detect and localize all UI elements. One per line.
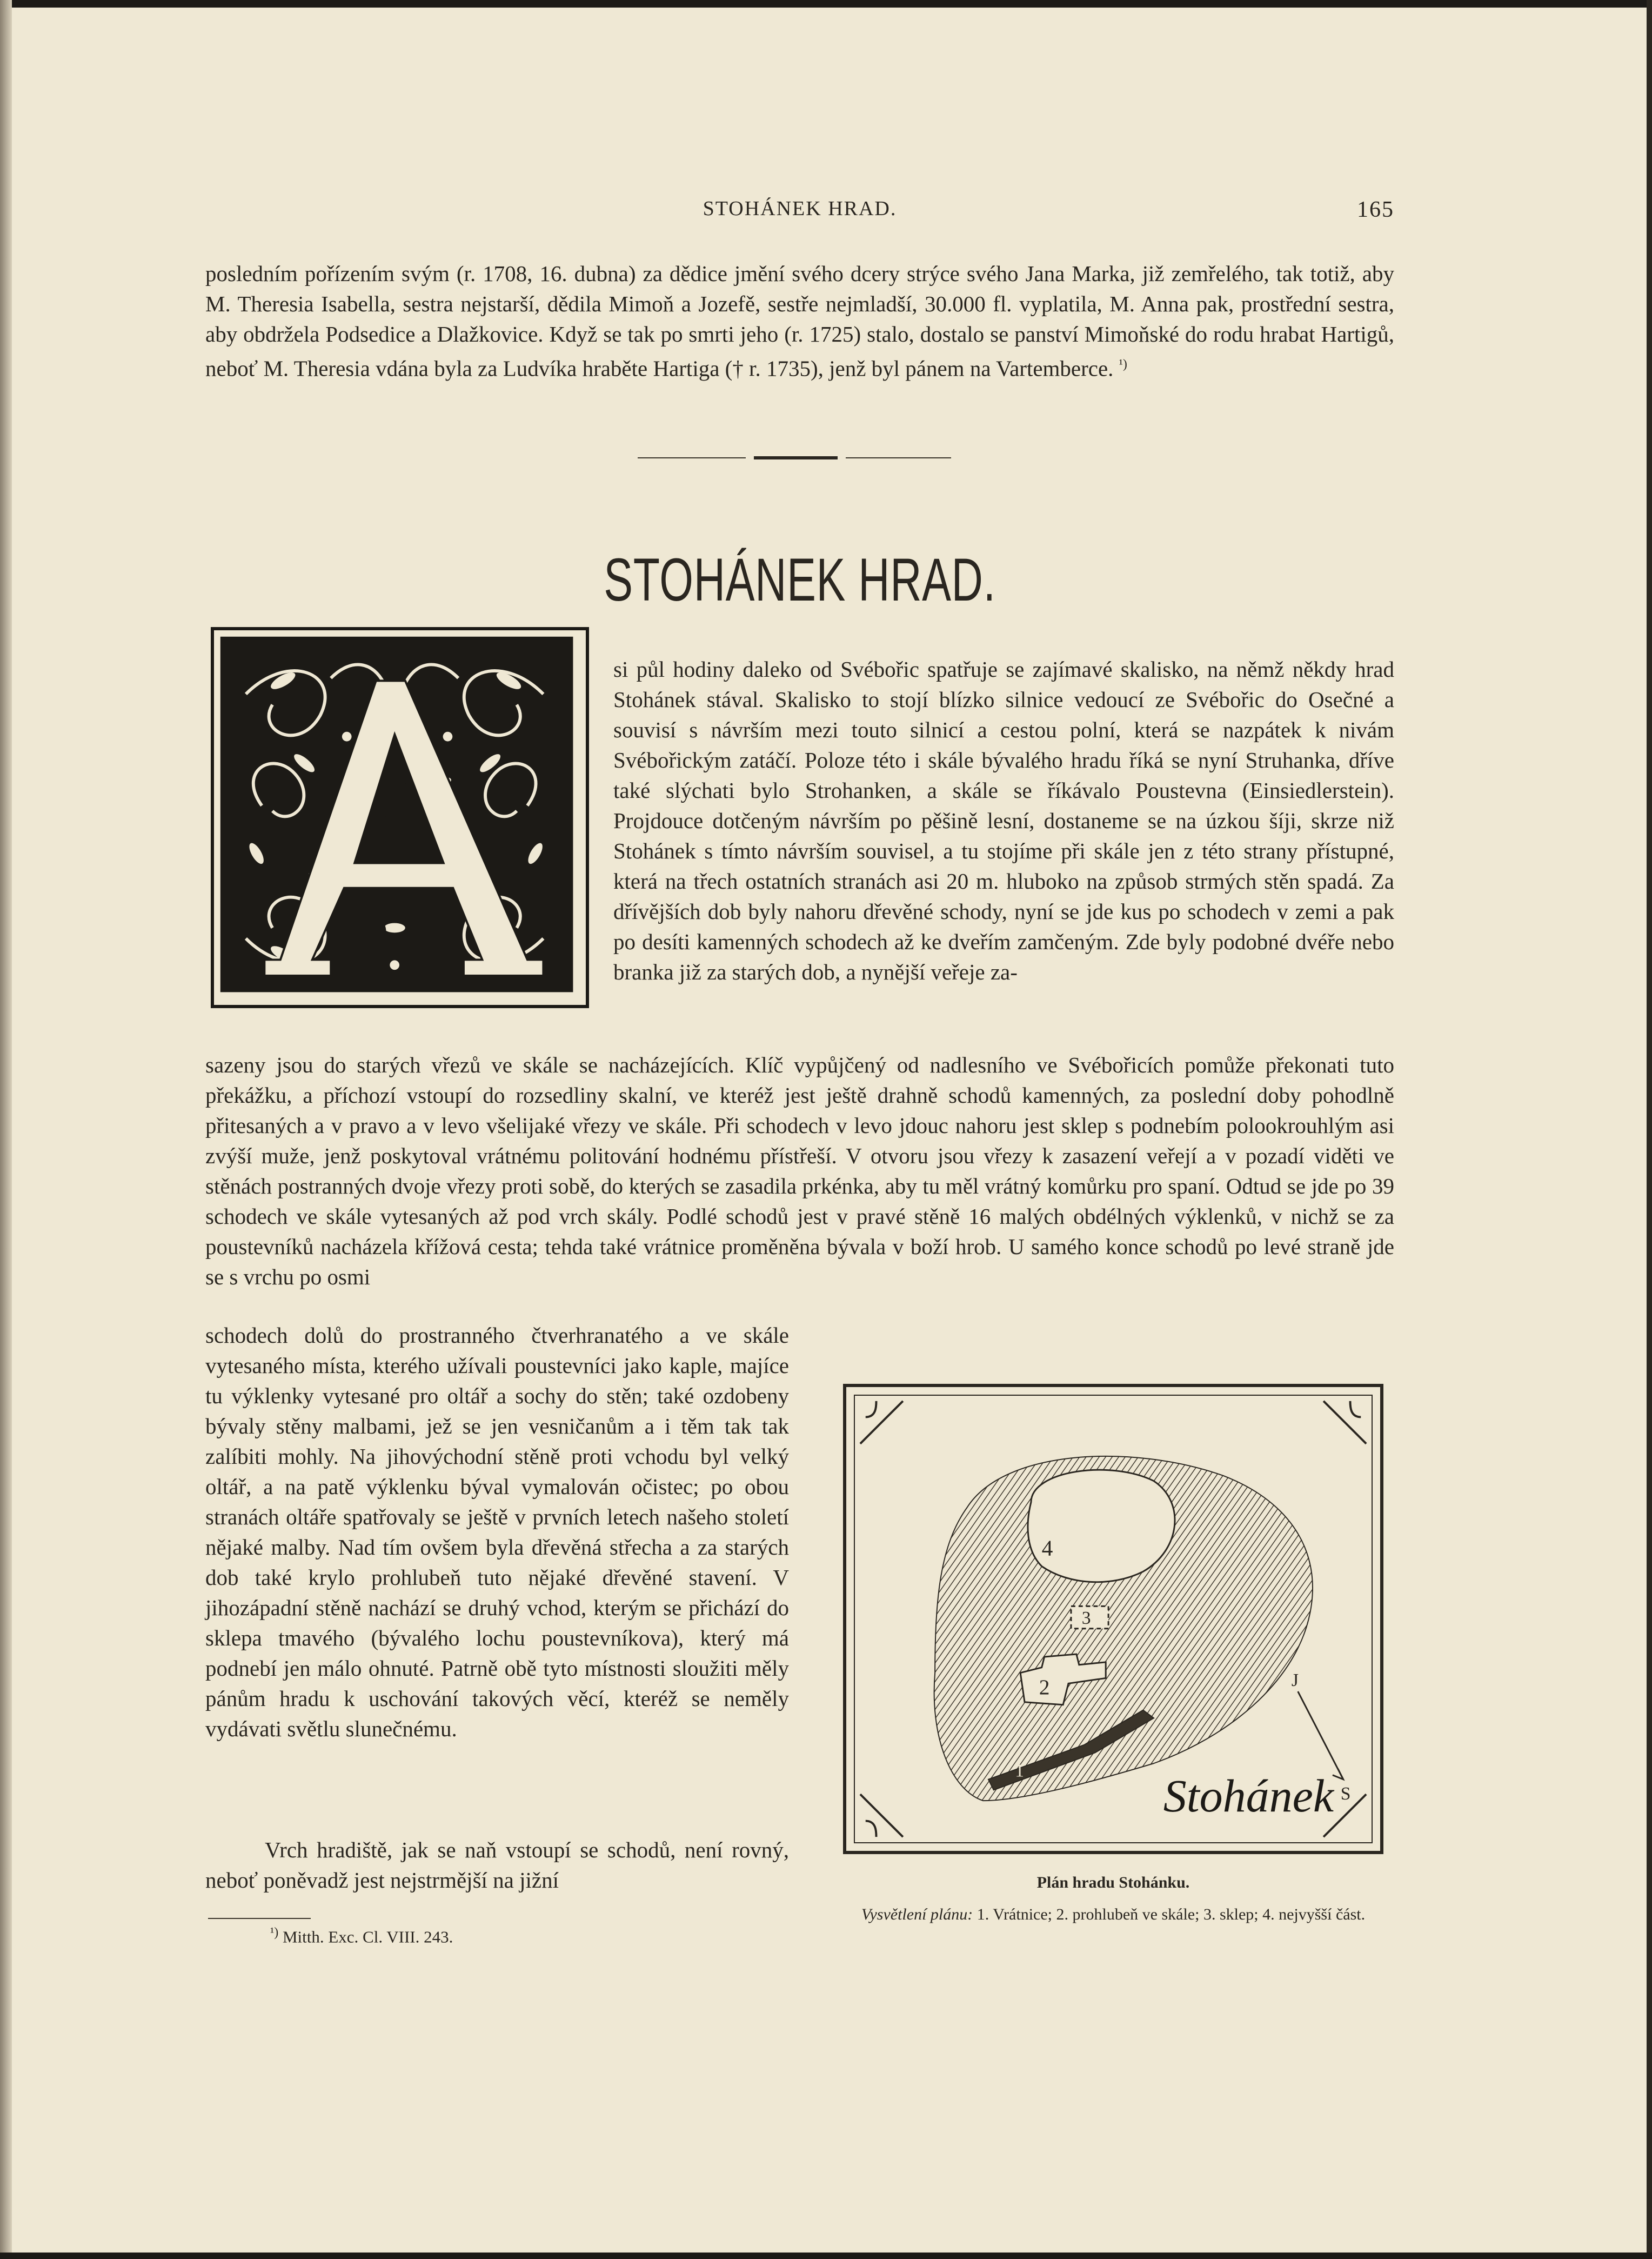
footnote-text: Mitth. Exc. Cl. VIII. 243. xyxy=(282,1927,453,1947)
article-title: STOHÁNEK HRAD. xyxy=(604,546,996,614)
plan-signature: Stohánek xyxy=(1163,1770,1334,1822)
decorated-initial-art xyxy=(214,630,586,1005)
castle-plan-figure xyxy=(843,1384,1383,1854)
page-edge-bottom xyxy=(0,2253,1652,2259)
section-divider xyxy=(638,455,951,461)
plan-legend xyxy=(840,1903,1386,1927)
continuation-paragraph xyxy=(205,258,1394,384)
plan-label-1: 1 xyxy=(1015,1761,1025,1781)
plan-legend-lead: Vysvětlení plánu: xyxy=(861,1905,973,1923)
compass-north-label: J xyxy=(1291,1670,1299,1691)
page-number: 165 xyxy=(1357,197,1394,222)
footnote xyxy=(270,1925,453,1947)
footnote-rule xyxy=(208,1918,311,1919)
compass-south-label: S xyxy=(1340,1784,1351,1804)
plan-area-4-summit xyxy=(1028,1470,1175,1582)
plan-legend-text: 1. Vrátnice; 2. prohlubeň ve skále; 3. sklep; 4. nejvyšší část. xyxy=(977,1905,1366,1923)
full-width-paragraph: sazeny jsou do starých vřezů ve skále se nacházejících. Klíč vypůjčený od nadlesního ve Svébořicích pomůže překonati tuto překážku, a příchozí vstoupí do rozsedliny skalní, ve kteréž jest ještě drahně schodů kamenných, za poslední doby pohodlně přitesaných a v pravo a v levo všelijaké vřezy ve skále. Při schodech v levo jdouc nahoru jest sklep s podnebím polookrouhlým asi zvýší muže, jenž poskytoval vrátnému politování hodnému přístřeší. V otvoru jsou vřezy k zasazení veřejí a v pozadí viděti ve stěnách postranných dvoje vřezy proti sobě, do kterých se zasadila prkénka, aby tu měl vrátný komůrku pro spaní. Odtud se jde po 39 schodech ve skále vytesaných až pod vrch skály. Podlé schodů jest v pravé stěně 16 malých obdélných výklenků, v nichž se za poustevníků nacházela křížová cesta; tehda také vrátnice proměněna bývala v boží hrob. U samého konce schodů po levé straně jde se s vrchu po osmi xyxy=(205,1052,1394,1289)
plan-label-2: 2 xyxy=(1039,1675,1050,1699)
compass-arrow-icon xyxy=(1298,1691,1343,1780)
page-edge-right xyxy=(1647,0,1652,2259)
last-paragraph: Vrch hradiště, jak se naň vstoupí se schodů, není rovný, neboť poněvadž jest nejstrmější na jižní xyxy=(205,1837,789,1893)
page-edge-top xyxy=(0,0,1652,8)
continuation-text: posledním pořízením svým (r. 1708, 16. dubna) za dědice jmění svého dcery strýce svého Jana Marka, již zemřelého, tak totiž, aby M. Theresia Isabella, sestra nejstarší, dědila Mimoň a Jozefě, sestře nejmladší, 30.000 fl. vyplatila, M. Anna pak, prostřední sestra, aby obdržela Podsedice a Dlažkovice. Když se tak po smrti jeho (r. 1725) stalo, dostalo se panství Mimoňské do rodu hrabat Hartigů, neboť M. Theresia vdána byla za Ludvíka hraběte Hartiga († r. 1735), jenž byl pánem na Vartemberce. xyxy=(205,261,1394,381)
plan-caption: Plán hradu Stohánku. xyxy=(1036,1874,1190,1891)
footnote-marker: ¹) xyxy=(270,1925,279,1940)
plan-label-4: 4 xyxy=(1041,1535,1053,1561)
plan-label-3: 3 xyxy=(1081,1608,1091,1628)
intro-paragraph: si půl hodiny daleko od Svébořic spatřuje se zajímavé skalisko, na němž někdy hrad Stohánek stával. Skalisko to stojí blízko silnice vedoucí ze Svébořic do Osečné a souvisí s návrším mezi touto silnicí a cestou polní, která se nazpátek k nivám Svébořickým zatáčí. Poloze této i skále bývalého hradu říká se nyní Struhanka, dříve také slýchati bylo Strohanken, a skále se říkávalo Poustevna (Einsiedlerstein). Projdouce dotčeným návrším po pěšině lesní, dostaneme se na úzkou šíji, skrze niž Stohánek s tímto návrším souvisel, a tu stojíme při skále jen z této strany přístupné, která na třech ostatních stranách asi 20 m. hluboko na způsob strmých stěn spadá. Za dřívějších dob byly nahoru dřevěné schody, nyní se jde kus po schodech v zemi a pak po desíti kamenných schodech až ke dveřím zamčeným. Zde byly podobné dvéře nebo branka již za starých dob, a nynější veřeje za- xyxy=(613,657,1394,984)
page-binding-shadow xyxy=(0,0,12,2259)
running-title: STOHÁNEK HRAD. xyxy=(703,197,897,220)
running-head xyxy=(205,197,1394,229)
column-paragraph: schodech dolů do prostranného čtverhranatého a ve skále vytesaného místa, kterého užívali poustevníci jako kaple, majíce tu výklenky vytesané pro oltář a sochy do stěn; také ozdobeny bývaly stěny malbami, jež se jen vesničanům a i těm tak tak zalíbiti mohly. Na jihovýchodní stěně proti vchodu byl velký oltář, a na patě výklenku býval vymalován očistec; po obou stranách oltáře spatřovaly se ještě v prvních letech našeho století nějaké malby. Nad tím ovšem byla dřevěná střecha a za starých dob také krylo prohlubeň tuto nějaké dřevěné stavení. V jihozápadní stěně nachází se druhý vchod, kterým se přichází do sklepa tmavého (bývalého lochu poustevníkova), který má podnebí jen málo ohnuté. Patrně obě tyto místnosti sloužiti měly pánům hradu k uschování takových věcí, kteréž se neměly vydávati světlu slunečnému. xyxy=(205,1323,789,1741)
footnote-reference: ¹) xyxy=(1119,357,1127,371)
castle-plan-inner-border xyxy=(854,1395,1373,1843)
decorated-initial xyxy=(211,627,589,1008)
